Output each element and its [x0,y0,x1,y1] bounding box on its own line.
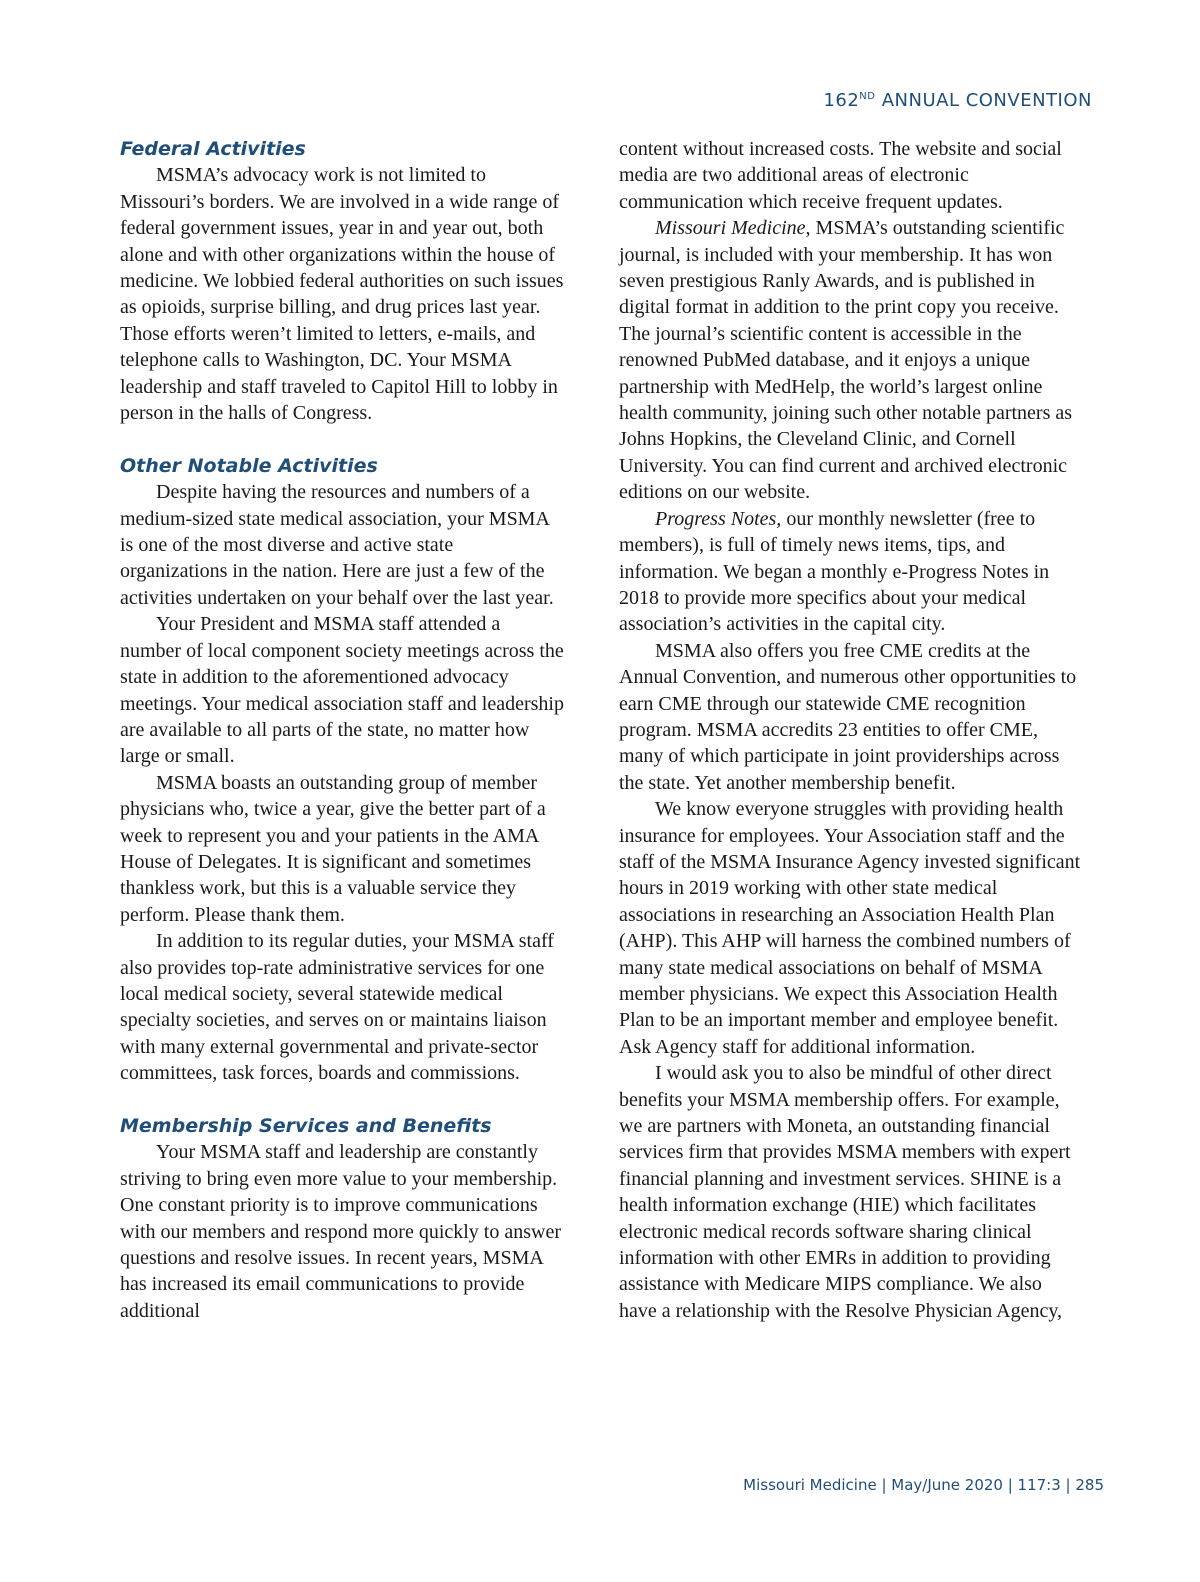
journal-title: Missouri Medicine [655,217,806,240]
paragraph: Your MSMA staff and leadership are constantly striving to bring even more value to your membership. One constant priority is to improve communications with our members and respond more quickly to answer questions and resolve issues. In recent years, MSMA has increased its email communications to provide additional [120,1141,562,1322]
paragraph: content without increased costs. The website and social media are two additional areas of electronic communication which receive frequent updates. [619,138,1062,213]
ordinal-suffix: ND [859,91,876,102]
right-column [619,136,1081,1324]
running-header [823,90,1092,111]
paragraph: Missouri Medicine, MSMA’s outstanding scientific journal, is included with your membership. It has won seven prestigious Ranly Awards, and is published in digital format in addition to the print copy you receive. The journal’s scientific content is accessible in the renowned PubMed database, and it enjoys a unique partnership with MedHelp, the world’s largest online health community, joining such other notable partners as Johns Hopkins, the Cleveland Clinic, and Cornell University. You can find current and archived electronic editions on our website. [619,217,1073,504]
paragraph: Despite having the resources and numbers of a medium-sized state medical association, your MSMA is one of the most diverse and active state organizations in the nation. Here are just a few of the activities undertaken on your behalf over the last year. [120,481,554,609]
section-heading-other: Other Notable Activities [120,454,378,477]
section-heading-federal: Federal Activities [120,138,306,160]
paragraph: MSMA boasts an outstanding group of member physicians who, twice a year, give the better part of a week to represent you and your patients in the AMA House of Delegates. It is significant and sometimes thankless work, but this is a valuable service they perform. Please thank them. [120,771,546,926]
paragraph: I would ask you to also be mindful of other direct benefits your MSMA membership offers. For example, we are partners with Moneta, an outstanding financial services firm that provides MSMA members with expert financial planning and investment services. SHINE is a health information exchange (HIE) which facilitates electronic medical records software sharing clinical information with other EMRs in addition to providing assistance with Medicare MIPS compliance. We also have a relationship with the Resolve Physician Agency, [619,1062,1071,1322]
convention-number: 162 [823,90,860,111]
paragraph: In addition to its regular duties, your MSMA staff also provides top-rate administrative services for one local medical society, several statewide medical specialty societies, and serves on or maintains liaison with many external governmental and private-sector committees, task forces, boards and commissions. [120,930,554,1085]
paragraph: We know everyone struggles with providing health insurance for employees. Your Association staff and the staff of the MSMA Insurance Agency invested significant hours in 2019 working with other state medical associations in researching an Association Health Plan (AHP). This AHP will harness the combined numbers of many state medical associations on behalf of MSMA member physicians. We expect this Association Health Plan to be an important member and employee benefit. Ask Agency staff for additional information. [619,798,1081,1058]
paragraph: Your President and MSMA staff attended a number of local component society meetings across the state in addition to the aforementioned advocacy meetings. Your medical association staff and leadership are available to all parts of the state, no matter how large or small. [120,613,564,768]
convention-title: ANNUAL CONVENTION [881,90,1092,111]
paragraph: Progress Notes, our monthly newsletter (free to members), is full of timely news items, tips, and information. We began a monthly e-Progress Notes in 2018 to provide more specifics about your medical association’s activities in the capital city. [619,507,1050,636]
paragraph: MSMA’s advocacy work is not limited to Missouri’s borders. We are involved in a wide range of federal government issues, year in and year out, both alone and with other organizations within the house of medicine. We lobbied federal authorities on such issues as opioids, surprise billing, and drug prices last year. Those efforts weren’t limited to letters, e-mails, and telephone calls to Washington, DC. Your MSMA leadership and staff traveled to Capitol Hill to lobby in person in the halls of Congress. [120,164,564,425]
newsletter-title: Progress Notes, [655,507,782,530]
left-column [120,136,565,1324]
page-footer: Missouri Medicine | May/June 2020 | 117:3 | 285 [743,1476,1104,1494]
paragraph: MSMA also offers you free CME credits at the Annual Convention, and numerous other opportunities to earn CME through our statewide CME recognition program. MSMA accredits 23 entities to offer CME, many of which participate in joint providerships across the state. Yet another membership benefit. [619,639,1077,794]
section-heading-membership: Membership Services and Benefits [120,1115,492,1137]
